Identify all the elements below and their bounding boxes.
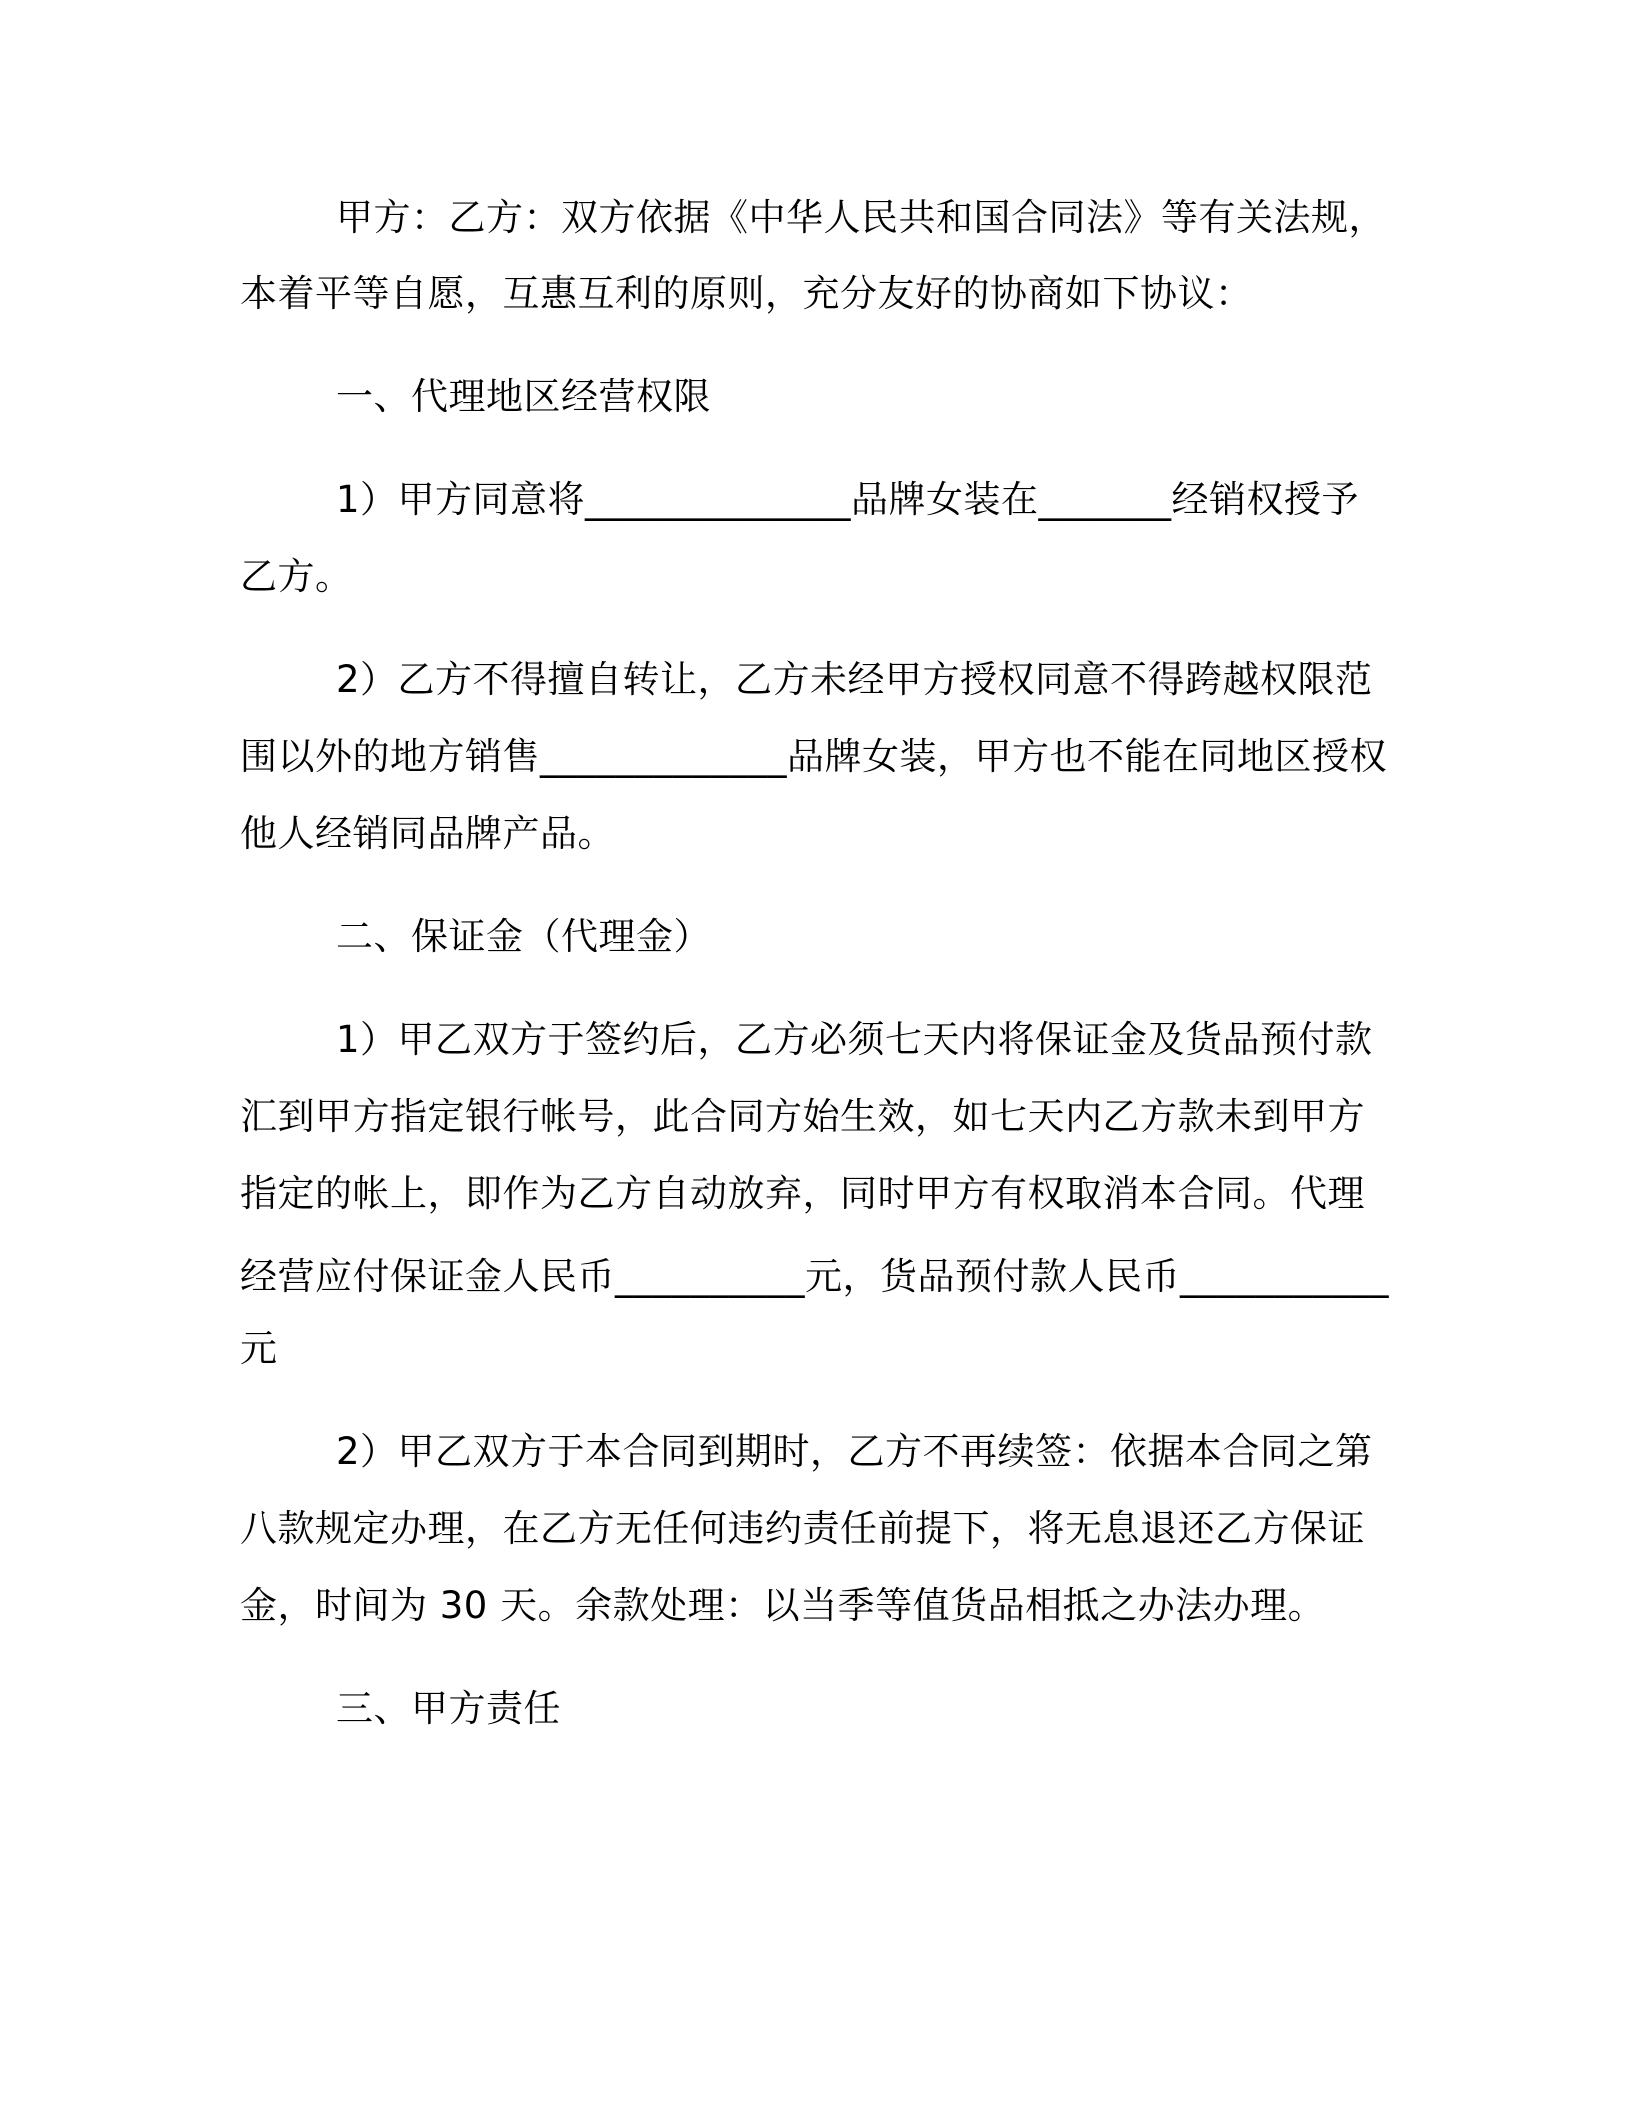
clause-2-1-line-4: 经营应付保证金人民币__________元，货品预付款人民币___________ [240, 1255, 1389, 1298]
clause-1-1-line-2: 乙方。 [240, 555, 353, 598]
clause-2-1-line-3: 指定的帐上，即作为乙方自动放弃，同时甲方有权取消本合同。代理 [240, 1172, 1365, 1215]
clause-1-1-line-1: 1）甲方同意将______________品牌女装在_______经销权授予 [336, 478, 1360, 521]
intro-line-2: 本着平等自愿，互惠互利的原则，充分友好的协商如下协议： [240, 272, 1253, 315]
section-heading-2: 二、保证金（代理金） [336, 915, 711, 958]
clause-1-2-line-3: 他人经销同品牌产品。 [240, 812, 615, 855]
intro-line-1: 甲方：乙方：双方依据《中华人民共和国合同法》等有关法规， [336, 196, 1386, 239]
clause-2-1-line-1: 1）甲乙双方于签约后，乙方必须七天内将保证金及货品预付款 [336, 1018, 1373, 1061]
clause-1-2-line-2: 围以外的地方销售_____________品牌女装，甲方也不能在同地区授权 [240, 735, 1387, 778]
clause-2-2-line-3: 金，时间为 30 天。余款处理：以当季等值货品相抵之办法办理。 [240, 1584, 1326, 1627]
clause-2-1-line-2: 汇到甲方指定银行帐号，此合同方始生效，如七天内乙方款未到甲方 [240, 1095, 1365, 1138]
clause-1-2-line-1: 2）乙方不得擅自转让，乙方未经甲方授权同意不得跨越权限范 [336, 658, 1373, 701]
section-heading-3: 三、甲方责任 [336, 1687, 561, 1730]
section-heading-1: 一、代理地区经营权限 [336, 375, 711, 418]
clause-2-1-line-5: 元 [240, 1327, 278, 1370]
clause-2-2-line-2: 八款规定办理，在乙方无任何违约责任前提下，将无息退还乙方保证 [240, 1507, 1365, 1550]
clause-2-2-line-1: 2）甲乙双方于本合同到期时，乙方不再续签：依据本合同之第 [336, 1430, 1373, 1473]
